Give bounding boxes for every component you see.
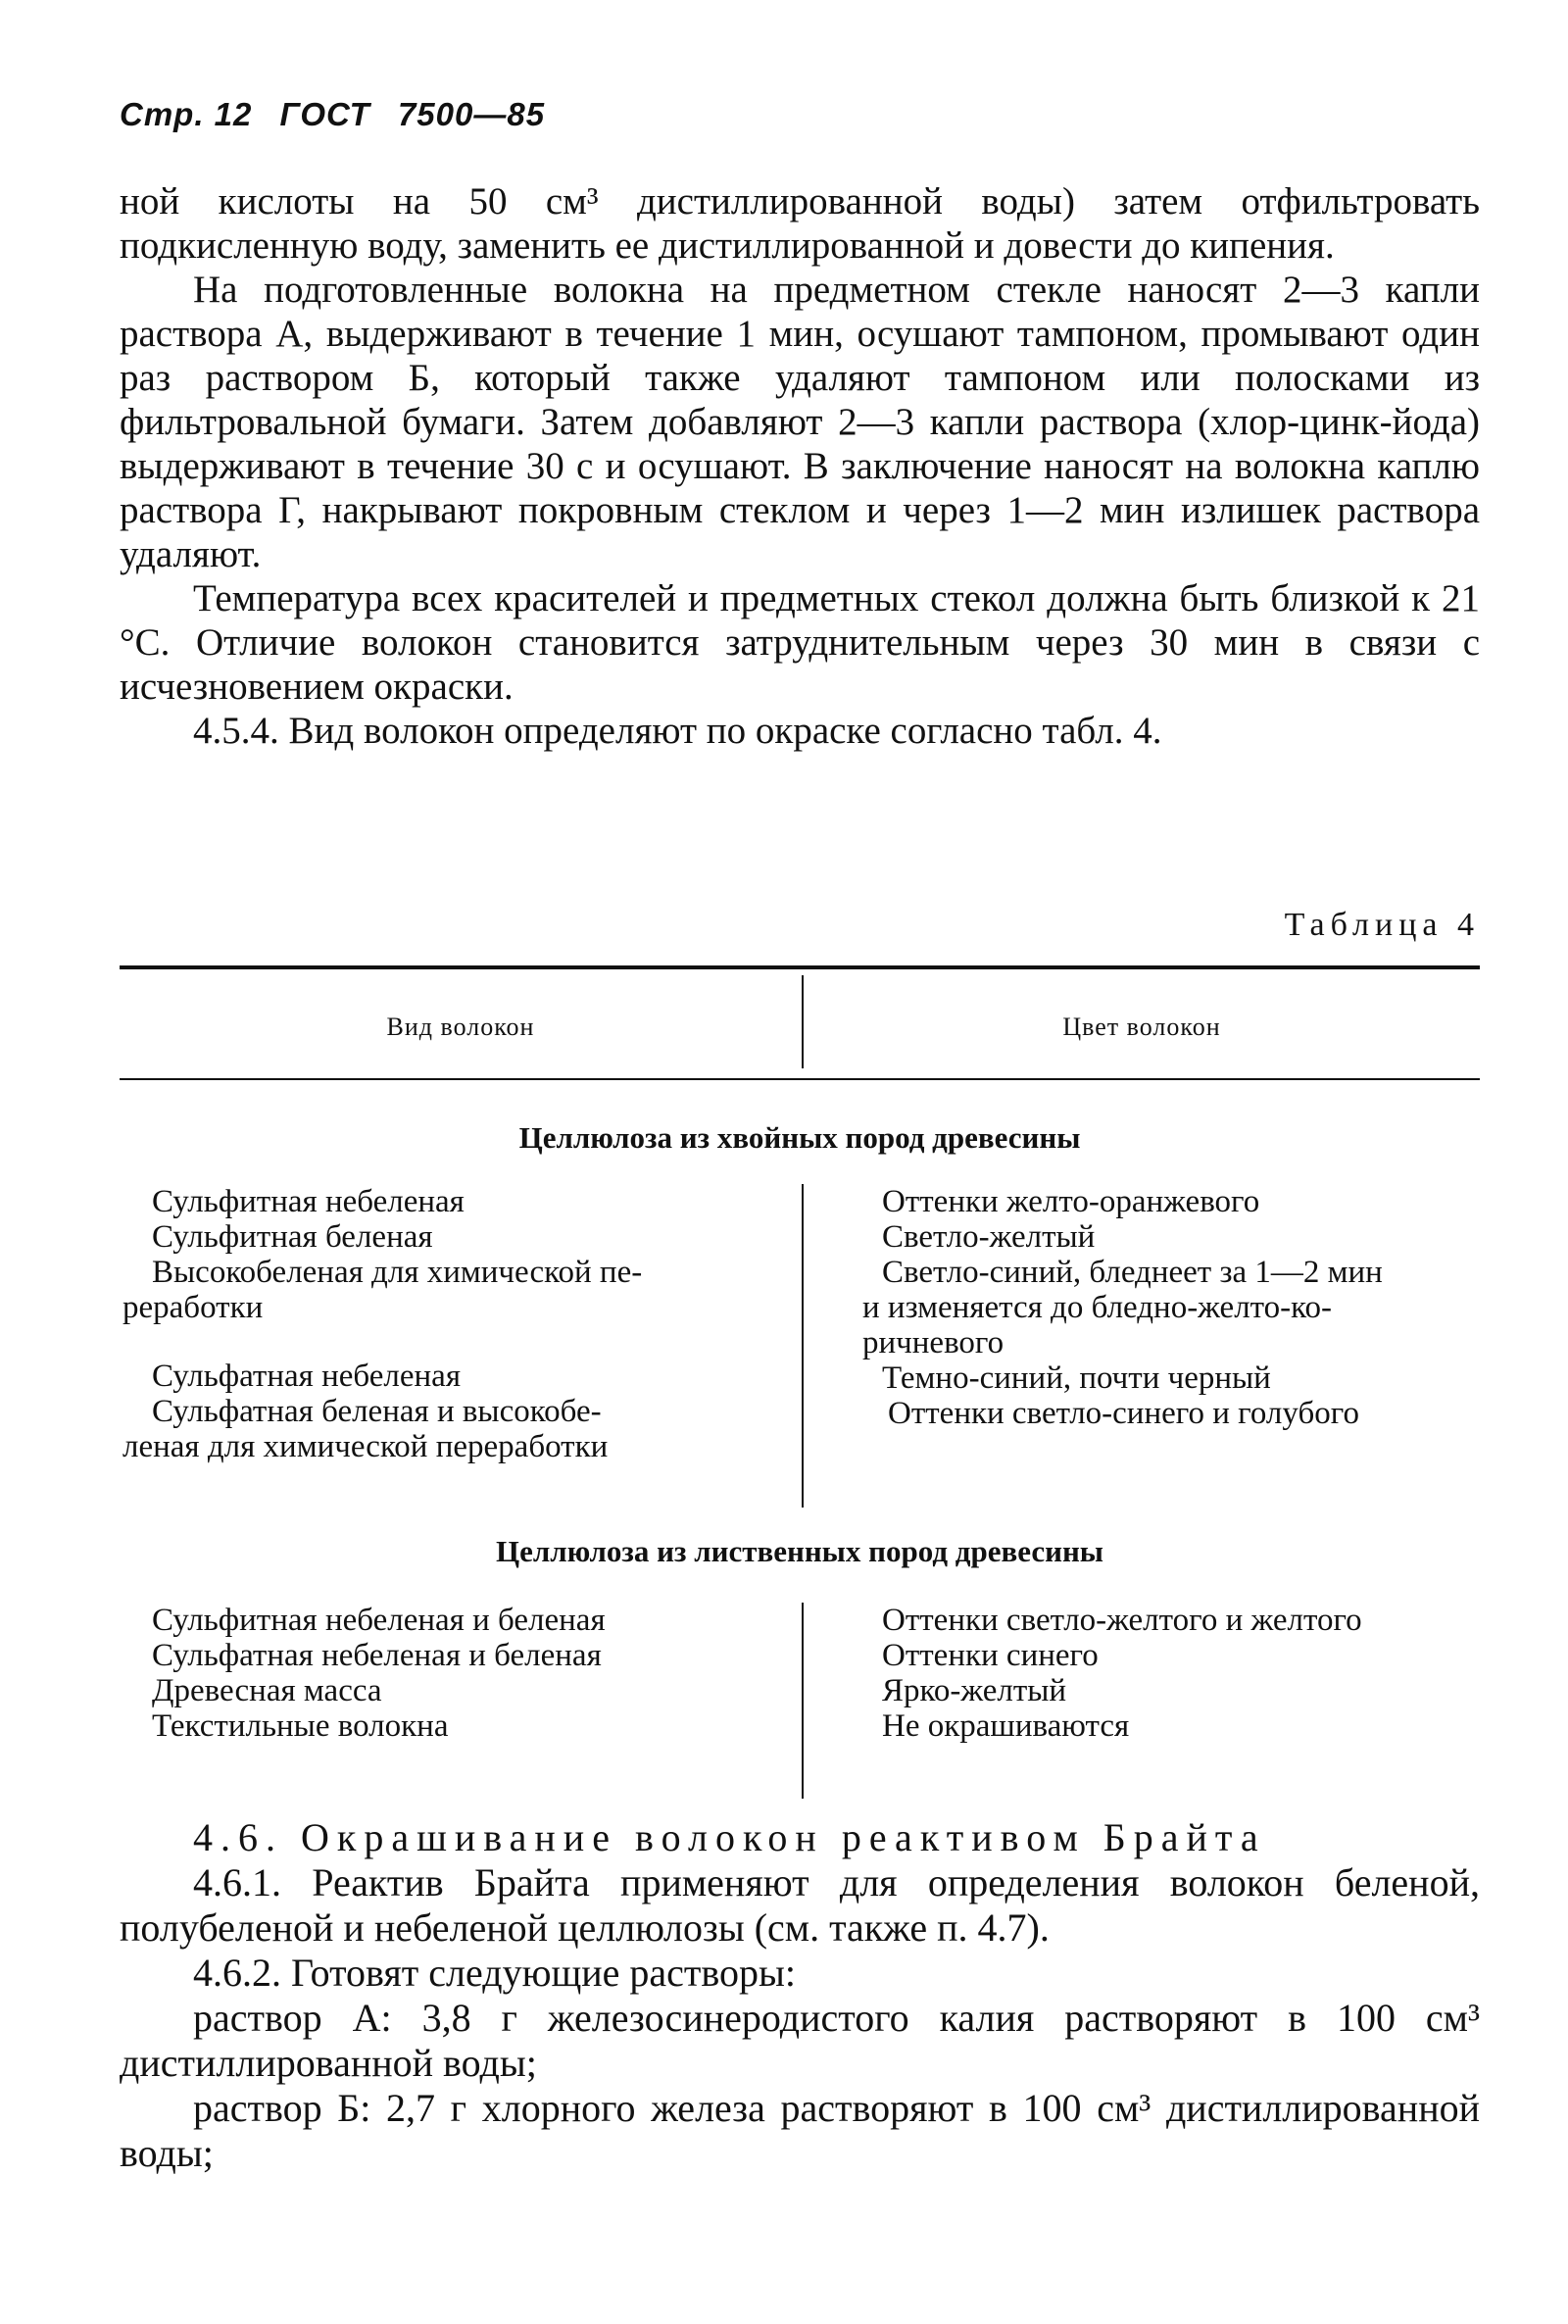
column-header-fiber-type: Вид волокон [386, 1013, 535, 1041]
table-caption: Таблица 4 [1284, 907, 1480, 943]
table-row-value: ричневого [862, 1325, 1004, 1360]
table-row-value: Светло-желтый [882, 1219, 1096, 1255]
paragraph: ной кислоты на 50 см³ дистиллированной воды) затем отфильтровать подкисленную воду, заменить ее дистиллированной и довести до кипения. [120, 180, 1480, 267]
paragraph: раствор Б: 2,7 г хлорного железа растворяют в 100 см³ дистиллированной воды; [120, 2086, 1480, 2175]
table-row-label: Сульфитная беленая [152, 1219, 433, 1255]
table-row-label: Высокобеленая для химической пе- [152, 1255, 643, 1290]
table-section-title: Целлюлоза из хвойных пород древесины [518, 1120, 1081, 1155]
table-top-rule [120, 965, 1480, 969]
paragraph: 4.5.4. Вид волокон определяют по окраске согласно табл. 4. [193, 710, 1162, 752]
table-row-value: Темно-синий, почти черный [882, 1360, 1271, 1396]
header-bottom-rule [120, 1078, 1480, 1080]
page-header [120, 96, 563, 133]
table-section-title: Целлюлоза из лиственных пород древесины [495, 1534, 1104, 1568]
paragraph: На подготовленные волокна на предметном стекле наносят 2—3 капли раствора А, выдерживают в течение 1 мин, осушают тампоном, промывают один раз раствором Б, который также удаляют тампоном или полосками из фильтровальной бумаги. Затем добавляют 2—3 капли раствора (хлор-цинк-йода) выдерживают в течение 30 с и осушают. В заключение наносят на волокна каплю раствора Г, накрывают покровным стеклом и через 1—2 мин излишек раствора удаляют. [120, 269, 1480, 575]
paragraph: раствор А: 3,8 г железосинеродистого калия растворяют в 100 см³ дистиллированной воды; [120, 1996, 1480, 2085]
section-4-6 [120, 1815, 1480, 2176]
table-row-label: леная для химической переработки [122, 1429, 609, 1464]
table-row-label: Сульфатная беленая и высокобе- [152, 1394, 602, 1429]
table-row-label: Сульфитная небеленая [152, 1184, 465, 1219]
table-row-value: Ярко-желтый [882, 1673, 1067, 1708]
fiber-type-cell [122, 1184, 750, 1464]
body-text-top [120, 179, 1480, 753]
table-row-value: Не окрашиваются [882, 1708, 1130, 1744]
section-title: 4.6. Окрашивание волокон реактивом Брайта [193, 1815, 1266, 1859]
table-row-label: реработки [122, 1290, 264, 1325]
paragraph: 4.6.2. Готовят следующие растворы: [193, 1951, 796, 1995]
paragraph: Температура всех красителей и предметных стекол должна быть близкой к 21 °С. Отличие волокон становится затруднительным через 30 мин в связи с исчезновением окраски. [120, 577, 1480, 708]
standard-label: ГОСТ [279, 96, 370, 132]
table-row-value: Светло-синий, бледнеет за 1—2 мин [882, 1255, 1383, 1290]
table-row-value: Оттенки синего [882, 1638, 1099, 1673]
paragraph: 4.6.1. Реактив Брайта применяют для определения волокон беленой, полубеленой и небеленой целлюлозы (см. также п. 4.7). [120, 1860, 1480, 1950]
table-row-label: Текстильные волокна [152, 1708, 449, 1744]
column-divider [802, 1603, 804, 1799]
page-number: Стр. 12 [120, 96, 253, 132]
standard-number: 7500—85 [397, 96, 546, 132]
table-row-label: Древесная масса [152, 1673, 382, 1708]
fiber-color-cell [862, 1603, 1490, 1744]
table-row-value: Оттенки светло-синего и голубого [888, 1396, 1359, 1431]
column-divider [802, 1184, 804, 1508]
table-row-value: и изменяется до бледно-желто-ко- [862, 1290, 1332, 1325]
table-row-label: Сульфатная небеленая и беленая [152, 1638, 602, 1673]
table-row-label: Сульфатная небеленая [152, 1359, 461, 1394]
fiber-type-cell [152, 1603, 750, 1744]
column-header-fiber-color: Цвет волокон [1062, 1013, 1221, 1041]
table-row-label: Сульфитная небеленая и беленая [152, 1603, 606, 1638]
table-row-value: Оттенки желто-оранжевого [882, 1184, 1260, 1219]
fiber-color-cell [862, 1184, 1490, 1431]
table-row-value: Оттенки светло-желтого и желтого [882, 1603, 1362, 1638]
